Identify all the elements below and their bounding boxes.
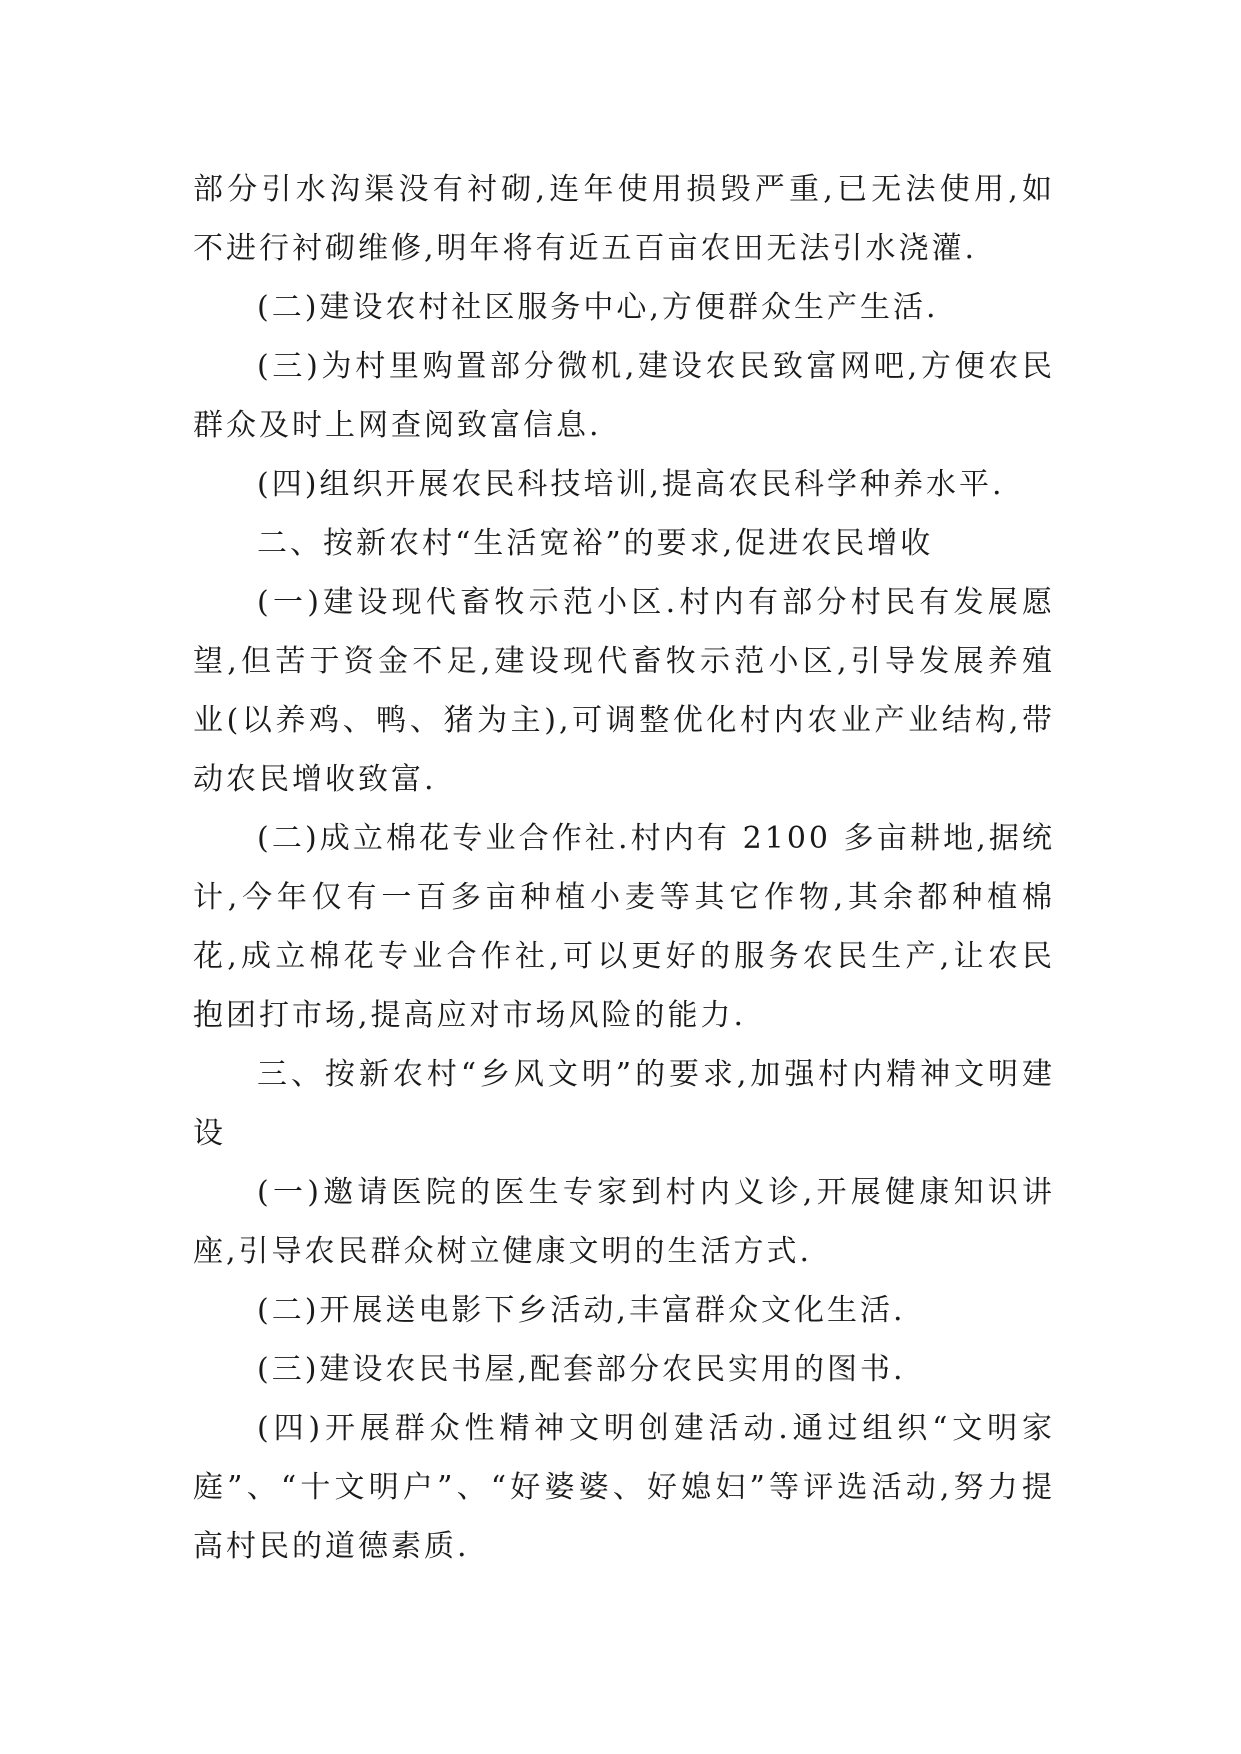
section-heading: 三、按新农村“乡风文明”的要求,加强村内精神文明建设	[193, 1057, 1055, 1151]
section-heading: 二、按新农村“生活宽裕”的要求,促进农民增收	[257, 526, 934, 561]
paragraph-item: (三)建设农民书屋,配套部分农民实用的图书.	[257, 1352, 906, 1387]
paragraph-item: (四)组织开展农民科技培训,提高农民科学种养水平.	[257, 467, 1005, 502]
paragraph-item: (四)开展群众性精神文明创建活动.通过组织“文明家庭”、“十文明户”、“好婆婆、好媳妇”等评选活动,努力提高村民的道德素质.	[193, 1411, 1055, 1564]
paragraph-continuation: 部分引水沟渠没有衬砌,连年使用损毁严重,已无法使用,如不进行衬砌维修,明年将有近五百亩农田无法引水浇灌.	[193, 172, 1055, 266]
paragraph-item: (一)建设现代畜牧示范小区.村内有部分村民有发展愿望,但苦于资金不足,建设现代畜牧示范小区,引导发展养殖业(以养鸡、鸭、猪为主),可调整优化村内农业产业结构,带动农民增收致富.	[193, 585, 1055, 797]
paragraph-item: (二)建设农村社区服务中心,方便群众生产生活.	[257, 290, 939, 325]
paragraph-item: (二)开展送电影下乡活动,丰富群众文化生活.	[257, 1293, 906, 1328]
document-body	[193, 160, 1055, 1576]
paragraph-item: (二)成立棉花专业合作社.村内有 2100 多亩耕地,据统计,今年仅有一百多亩种植小麦等其它作物,其余都种植棉花,成立棉花专业合作社,可以更好的服务农民生产,让农民抱团打市场,提高应对市场风险的能力.	[193, 821, 1055, 1033]
paragraph-item: (三)为村里购置部分微机,建设农民致富网吧,方便农民群众及时上网查阅致富信息.	[193, 349, 1055, 443]
paragraph-item: (一)邀请医院的医生专家到村内义诊,开展健康知识讲座,引导农民群众树立健康文明的生活方式.	[193, 1175, 1055, 1269]
